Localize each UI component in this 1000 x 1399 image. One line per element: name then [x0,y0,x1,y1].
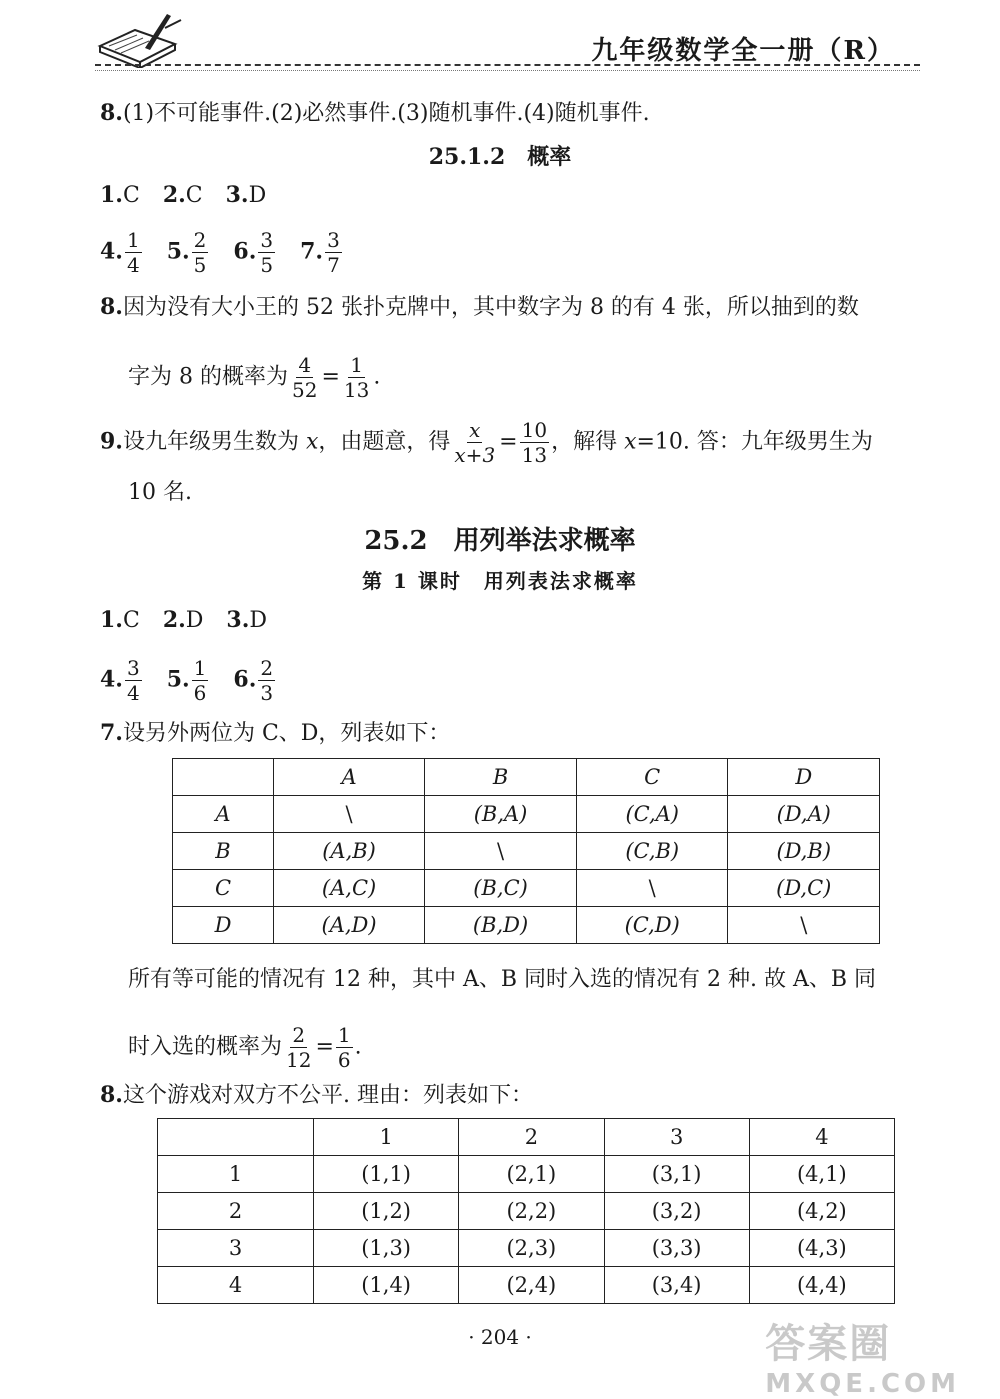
s1-question-9-line2: 10 名. [128,480,192,505]
table-row: 4 (1,4) (2,4) (3,4) (4,4) [158,1267,895,1304]
page-header-title: 九年级数学全一册（R） [591,36,895,66]
book-pen-icon [95,8,185,72]
watermark: 答案圈 MXQE.COM [765,1321,960,1399]
outcome-table-q7 [172,758,880,944]
s2-answers-row2: 4. $\frac{3}{4}$ 5. $\frac{1}{6}$ 6. $\frac{2}{3}$ [100,656,274,705]
lesson-title: 第 1 课时 用列表法求概率 [362,569,638,593]
table-row: 1 (1,1) (2,1) (3,1) (4,1) [158,1156,895,1193]
fraction: $\frac{2}{5}$ [193,228,207,277]
table-row: 3 (1,3) (2,3) (3,3) (4,3) [158,1230,895,1267]
s2-question-7-intro: 7.设另外两位为 C、D，列表如下： [100,720,451,746]
fraction: $\frac{3}{7}$ [327,228,340,277]
fraction: $\frac{2}{3}$ [260,656,274,705]
fraction: $\frac{3}{5}$ [260,228,274,277]
table-row: A \ (B,A) (C,A) (D,A) [173,796,880,833]
table-row: 2 (1,2) (2,2) (3,2) (4,2) [158,1193,895,1230]
s2-answers-row1: 1.C 2.D 3.D [100,607,268,633]
fraction: $\frac{1}{4}$ [126,228,140,277]
section-title-252: 25.2 用列举法求概率 [364,526,636,556]
table-row: C (A,C) (B,C) \ (D,C) [173,870,880,907]
s1-answers-row1: 1.C 2.C 3.D [100,182,267,208]
section-title-2512: 25.1.2 概率 [428,144,572,170]
s1-answers-row2: 4. $\frac{1}{4}$ 5. $\frac{2}{5}$ 6. $\frac{3}{5}$ 7. $\frac{3}{7}$ [100,228,340,277]
s2-question-7-text-line1: 所有等可能的情况有 12 种，其中 A、B 同时入选的情况有 2 种. 故 A、B 同 [128,967,877,992]
fraction: $\frac{3}{4}$ [126,656,140,705]
outcome-table-q8 [157,1118,895,1304]
fraction: $\frac{1}{6}$ [193,656,207,705]
table-row: D (A,D) (B,D) (C,D) \ [173,907,880,944]
table-header-row: 1 2 3 4 [158,1119,895,1156]
table-header-row: A B C D [173,759,880,796]
s2-question-8-intro: 8.这个游戏对双方不公平. 理由：列表如下： [100,1082,533,1108]
s1-question-9-line1: 9.设九年级男生数为 x，由题意，得 $\frac{x}{x+3}$ = $\frac{10}{13}$ ，解得 x=10. 答：九年级男生为 [100,418,873,467]
s1-question-8-line2: 字为 8 的概率为 $\frac{4}{52}$ = $\frac{1}{13}$ . [128,353,381,402]
table-row: B (A,B) \ (C,B) (D,B) [173,833,880,870]
page-number: · 204 · [468,1325,532,1349]
prev-question-8: 8.(1)不可能事件.(2)必然事件.(3)随机事件.(4)随机事件. [100,100,650,126]
header-divider [95,64,920,71]
s2-question-7-text-line2: 时入选的概率为 $\frac{2}{12}$ = $\frac{1}{6}$ . [128,1023,362,1072]
s1-question-8-line1: 8.因为没有大小王的 52 张扑克牌中，其中数字为 8 的有 4 张，所以抽到的数 [100,294,859,320]
